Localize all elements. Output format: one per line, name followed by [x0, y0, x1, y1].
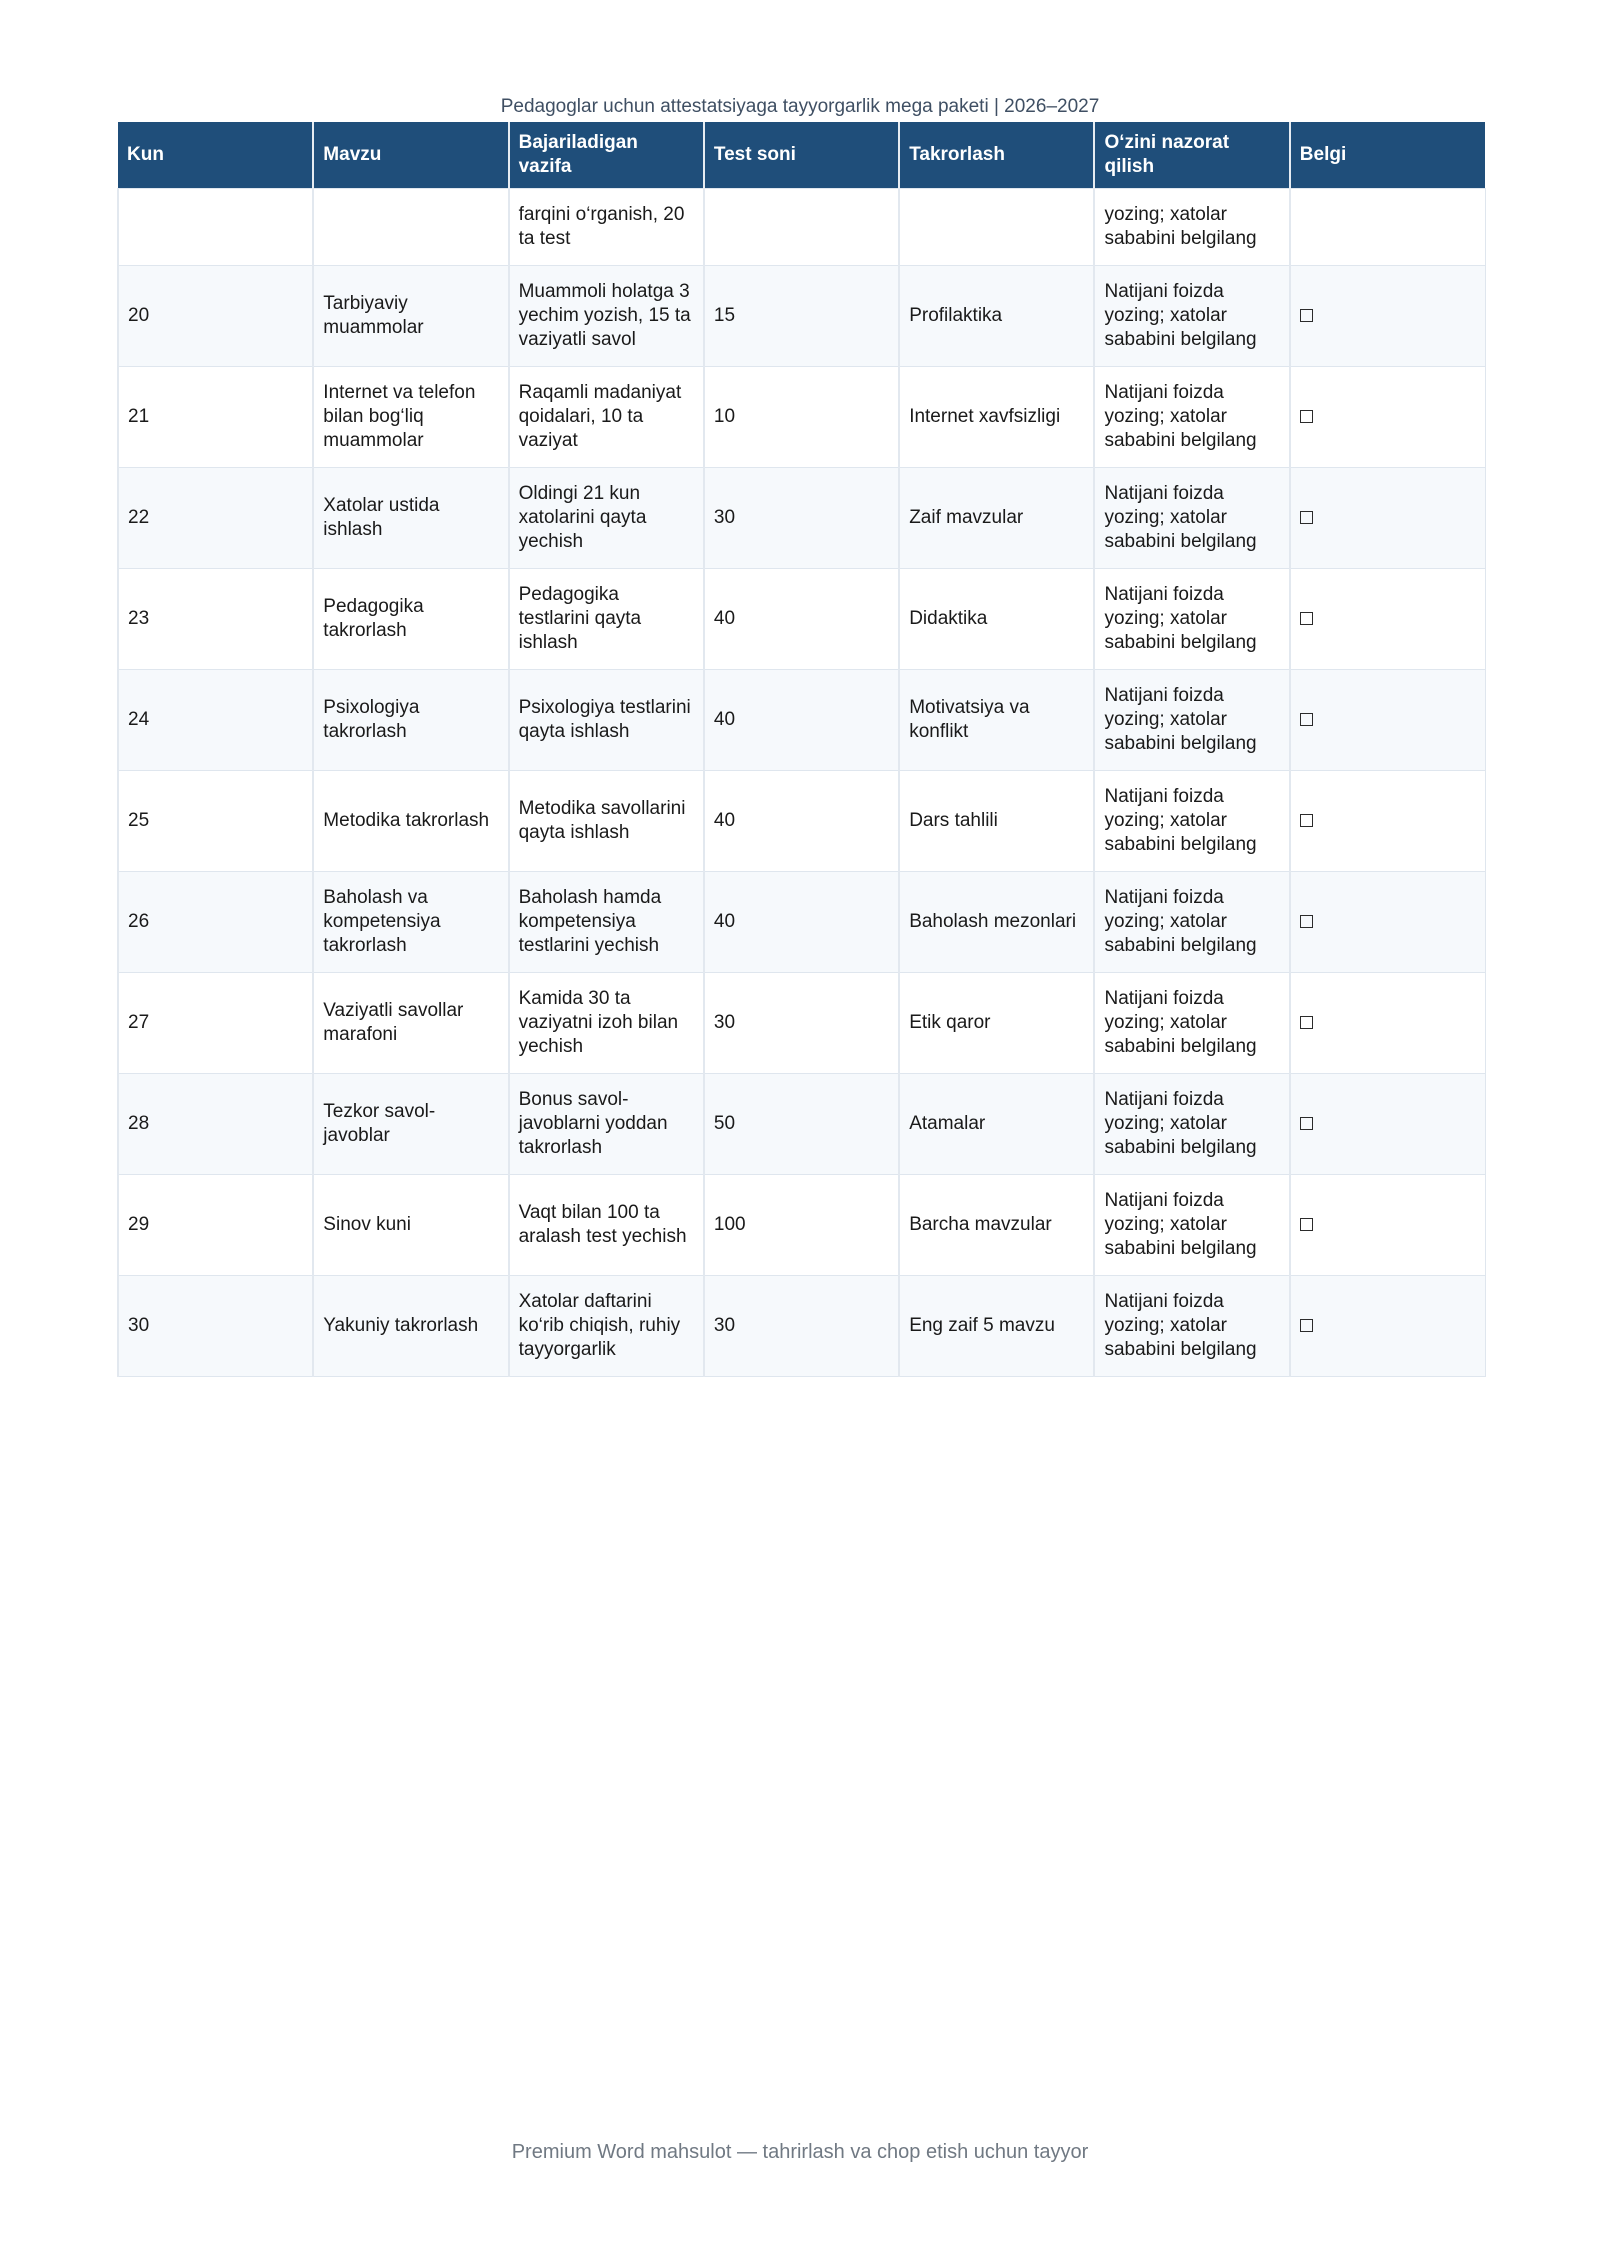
checkbox-icon[interactable] [1300, 1319, 1313, 1332]
cell-vazifa: farqini o‘rganish, 20 ta test [509, 188, 704, 265]
table-row [118, 366, 1485, 467]
cell-nazorat: Natijani foizda yozing; xatolar sababini belgilang [1094, 669, 1289, 770]
cell-vazifa: Metodika savollarini qayta ishlash [509, 770, 704, 871]
cell-mavzu: Tarbiyaviy muammolar [313, 265, 508, 366]
cell-test-soni [704, 188, 899, 265]
table-body [118, 188, 1485, 1376]
cell-vazifa: Oldingi 21 kun xatolarini qayta yechish [509, 467, 704, 568]
cell-takrorlash: Baholash mezonlari [899, 871, 1094, 972]
cell-kun: 27 [118, 972, 313, 1073]
table-row [118, 1174, 1485, 1275]
cell-nazorat: Natijani foizda yozing; xatolar sababini belgilang [1094, 871, 1289, 972]
cell-nazorat: Natijani foizda yozing; xatolar sababini belgilang [1094, 568, 1289, 669]
checkbox-icon[interactable] [1300, 1016, 1313, 1029]
cell-test-soni: 100 [704, 1174, 899, 1275]
cell-belgi[interactable] [1290, 669, 1485, 770]
cell-takrorlash: Didaktika [899, 568, 1094, 669]
cell-takrorlash [899, 188, 1094, 265]
column-header-belgi: Belgi [1290, 122, 1485, 188]
cell-nazorat: Natijani foizda yozing; xatolar sababini belgilang [1094, 366, 1289, 467]
cell-belgi [1290, 188, 1485, 265]
cell-takrorlash: Eng zaif 5 mavzu [899, 1275, 1094, 1376]
checkbox-icon[interactable] [1300, 410, 1313, 423]
table-header [118, 122, 1485, 188]
cell-nazorat: Natijani foizda yozing; xatolar sababini belgilang [1094, 1275, 1289, 1376]
cell-vazifa: Baholash hamda kompetensiya testlarini yechish [509, 871, 704, 972]
table-row [118, 770, 1485, 871]
table-header-row [118, 122, 1485, 188]
checkbox-icon[interactable] [1300, 309, 1313, 322]
checkbox-icon[interactable] [1300, 612, 1313, 625]
checkbox-icon[interactable] [1300, 713, 1313, 726]
cell-vazifa: Psixologiya testlarini qayta ishlash [509, 669, 704, 770]
table-row-continuation [118, 188, 1485, 265]
column-header-vazifa: Bajariladigan vazifa [509, 122, 704, 188]
cell-belgi[interactable] [1290, 568, 1485, 669]
cell-takrorlash: Internet xavfsizligi [899, 366, 1094, 467]
cell-mavzu: Xatolar ustida ishlash [313, 467, 508, 568]
cell-belgi[interactable] [1290, 1073, 1485, 1174]
cell-takrorlash: Barcha mavzular [899, 1174, 1094, 1275]
cell-mavzu: Yakuniy takrorlash [313, 1275, 508, 1376]
cell-test-soni: 40 [704, 568, 899, 669]
cell-mavzu: Pedagogika takrorlash [313, 568, 508, 669]
cell-test-soni: 15 [704, 265, 899, 366]
page-header-title: Pedagoglar uchun attestatsiyaga tayyorgarlik mega paketi | 2026–2027 [500, 96, 1100, 117]
cell-test-soni: 30 [704, 972, 899, 1073]
cell-takrorlash: Atamalar [899, 1073, 1094, 1174]
study-plan-table [117, 122, 1486, 1377]
cell-vazifa: Muammoli holatga 3 yechim yozish, 15 ta vaziyatli savol [509, 265, 704, 366]
cell-mavzu [313, 188, 508, 265]
cell-belgi[interactable] [1290, 972, 1485, 1073]
cell-nazorat: Natijani foizda yozing; xatolar sababini belgilang [1094, 1174, 1289, 1275]
cell-takrorlash: Etik qaror [899, 972, 1094, 1073]
cell-test-soni: 40 [704, 871, 899, 972]
checkbox-icon[interactable] [1300, 1218, 1313, 1231]
page-footer-text: Premium Word mahsulot — tahrirlash va chop etish uchun tayyor [511, 2141, 1089, 2163]
table-row [118, 1073, 1485, 1174]
table-row [118, 568, 1485, 669]
checkbox-icon[interactable] [1300, 511, 1313, 524]
cell-kun: 25 [118, 770, 313, 871]
cell-mavzu: Internet va telefon bilan bog‘liq muammolar [313, 366, 508, 467]
cell-kun: 21 [118, 366, 313, 467]
cell-vazifa: Xatolar daftarini ko‘rib chiqish, ruhiy tayyorgarlik [509, 1275, 704, 1376]
cell-nazorat: Natijani foizda yozing; xatolar sababini belgilang [1094, 467, 1289, 568]
cell-test-soni: 40 [704, 770, 899, 871]
cell-kun: 23 [118, 568, 313, 669]
cell-kun: 28 [118, 1073, 313, 1174]
cell-nazorat: Natijani foizda yozing; xatolar sababini belgilang [1094, 1073, 1289, 1174]
table-row [118, 1275, 1485, 1376]
column-header-nazorat: O‘zini nazorat qilish [1094, 122, 1289, 188]
cell-nazorat: yozing; xatolar sababini belgilang [1094, 188, 1289, 265]
cell-kun: 24 [118, 669, 313, 770]
checkbox-icon[interactable] [1300, 915, 1313, 928]
cell-test-soni: 30 [704, 467, 899, 568]
cell-vazifa: Kamida 30 ta vaziyatni izoh bilan yechish [509, 972, 704, 1073]
cell-kun: 22 [118, 467, 313, 568]
cell-mavzu: Psixologiya takrorlash [313, 669, 508, 770]
cell-vazifa: Pedagogika testlarini qayta ishlash [509, 568, 704, 669]
cell-kun: 30 [118, 1275, 313, 1376]
cell-belgi[interactable] [1290, 871, 1485, 972]
table-row [118, 467, 1485, 568]
cell-vazifa: Raqamli madaniyat qoidalari, 10 ta vaziyat [509, 366, 704, 467]
cell-belgi[interactable] [1290, 265, 1485, 366]
table-row [118, 972, 1485, 1073]
cell-belgi[interactable] [1290, 1174, 1485, 1275]
cell-kun: 26 [118, 871, 313, 972]
column-header-kun: Kun [118, 122, 313, 188]
column-header-mavzu: Mavzu [313, 122, 508, 188]
cell-vazifa: Vaqt bilan 100 ta aralash test yechish [509, 1174, 704, 1275]
cell-nazorat: Natijani foizda yozing; xatolar sababini belgilang [1094, 770, 1289, 871]
cell-takrorlash: Zaif mavzular [899, 467, 1094, 568]
cell-belgi[interactable] [1290, 770, 1485, 871]
cell-takrorlash: Motivatsiya va konflikt [899, 669, 1094, 770]
cell-belgi[interactable] [1290, 467, 1485, 568]
cell-mavzu: Tezkor savol-javoblar [313, 1073, 508, 1174]
cell-mavzu: Vaziyatli savollar marafoni [313, 972, 508, 1073]
column-header-takrorlash: Takrorlash [899, 122, 1094, 188]
cell-takrorlash: Dars tahlili [899, 770, 1094, 871]
checkbox-icon[interactable] [1300, 1117, 1313, 1130]
cell-nazorat: Natijani foizda yozing; xatolar sababini belgilang [1094, 265, 1289, 366]
cell-belgi[interactable] [1290, 366, 1485, 467]
cell-takrorlash: Profilaktika [899, 265, 1094, 366]
cell-test-soni: 30 [704, 1275, 899, 1376]
table-row [118, 265, 1485, 366]
column-header-test-soni: Test soni [704, 122, 899, 188]
table-row [118, 871, 1485, 972]
cell-mavzu: Metodika takrorlash [313, 770, 508, 871]
cell-kun: 29 [118, 1174, 313, 1275]
cell-mavzu: Sinov kuni [313, 1174, 508, 1275]
cell-belgi[interactable] [1290, 1275, 1485, 1376]
cell-vazifa: Bonus savol-javoblarni yoddan takrorlash [509, 1073, 704, 1174]
cell-test-soni: 50 [704, 1073, 899, 1174]
cell-nazorat: Natijani foizda yozing; xatolar sababini belgilang [1094, 972, 1289, 1073]
checkbox-icon[interactable] [1300, 814, 1313, 827]
table-row [118, 669, 1485, 770]
cell-test-soni: 40 [704, 669, 899, 770]
cell-kun [118, 188, 313, 265]
cell-test-soni: 10 [704, 366, 899, 467]
cell-kun: 20 [118, 265, 313, 366]
cell-mavzu: Baholash va kompetensiya takrorlash [313, 871, 508, 972]
